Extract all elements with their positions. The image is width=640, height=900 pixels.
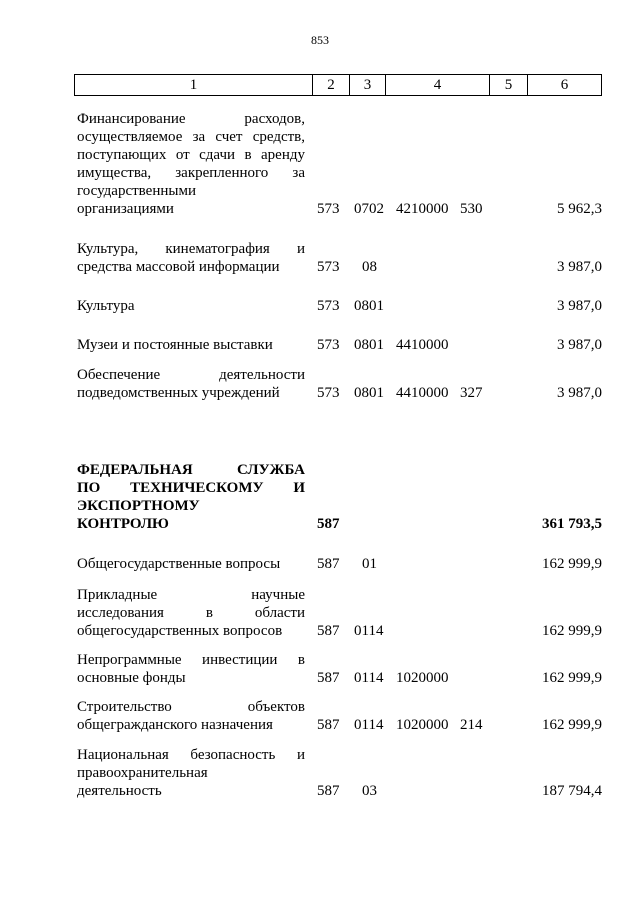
description-line: средства массовой информации (77, 259, 280, 275)
description-line: Музеи и постоянные выставки (77, 337, 273, 353)
description-line: имущества, закрепленного за (77, 165, 305, 181)
column-header-2: 2 (313, 75, 350, 95)
row-description (77, 746, 305, 800)
amount: 162 999,9 (542, 717, 602, 733)
description-line: Строительство объектов (77, 699, 305, 715)
description-line: правоохранительная (77, 765, 208, 781)
ministry-code: 587 (317, 783, 340, 799)
ministry-code: 573 (317, 337, 340, 353)
ministry-code: 587 (317, 623, 340, 639)
section-code: 0801 (354, 385, 384, 401)
amount: 162 999,9 (542, 623, 602, 639)
row-description (77, 461, 305, 533)
row-description (77, 110, 305, 218)
description-line: ФЕДЕРАЛЬНАЯ СЛУЖБА (77, 462, 305, 478)
row-description (77, 698, 305, 734)
section-code: 0114 (354, 717, 384, 733)
description-line: ЭКСПОРТНОМУ (77, 498, 200, 514)
description-line: организациями (77, 201, 174, 217)
description-line: общегражданского назначения (77, 717, 273, 733)
target-code: 1020000 (396, 717, 449, 733)
column-header-4: 4 (386, 75, 490, 95)
ministry-code: 587 (317, 717, 340, 733)
section-code: 08 (362, 259, 377, 275)
description-line: общегосударственных вопросов (77, 623, 283, 639)
target-code: 4410000 (396, 385, 449, 401)
section-code: 0114 (354, 623, 384, 639)
section-code: 0702 (354, 201, 384, 217)
row-description (77, 240, 305, 276)
row-description (77, 651, 305, 687)
target-code: 4410000 (396, 337, 449, 353)
description-line: Обеспечение деятельности (77, 367, 305, 383)
description-line: Прикладные научные (77, 587, 305, 603)
row-description (77, 366, 305, 402)
amount: 187 794,4 (542, 783, 602, 799)
amount: 3 987,0 (557, 298, 602, 314)
amount: 3 987,0 (557, 385, 602, 401)
row-description (77, 586, 305, 640)
amount: 162 999,9 (542, 670, 602, 686)
ministry-code: 573 (317, 385, 340, 401)
description-line: Непрограммные инвестиции в (77, 652, 305, 668)
section-code: 0114 (354, 670, 384, 686)
description-line: подведомственных учреждений (77, 385, 280, 401)
expense-type-code: 530 (460, 201, 483, 217)
description-line: поступающих от сдачи в аренду (77, 147, 305, 163)
description-line: Культура (77, 298, 135, 314)
page-number: 853 (311, 33, 329, 47)
ministry-code: 573 (317, 298, 340, 314)
section-code: 0801 (354, 337, 384, 353)
amount: 361 793,5 (542, 516, 602, 532)
ministry-code: 587 (317, 556, 340, 572)
section-code: 0801 (354, 298, 384, 314)
description-line: осуществляемое за счет средств, (77, 129, 305, 145)
column-header-1: 1 (75, 75, 313, 95)
column-header-5: 5 (490, 75, 528, 95)
expense-type-code: 214 (460, 717, 483, 733)
target-code: 4210000 (396, 201, 449, 217)
amount: 162 999,9 (542, 556, 602, 572)
row-description (77, 336, 305, 354)
description-line: Национальная безопасность и (77, 747, 305, 763)
description-line: исследования в области (77, 605, 305, 621)
column-header-3: 3 (350, 75, 386, 95)
ministry-code: 587 (317, 516, 340, 532)
amount: 3 987,0 (557, 337, 602, 353)
ministry-code: 587 (317, 670, 340, 686)
description-line: деятельность (77, 783, 162, 799)
row-description (77, 555, 305, 573)
ministry-code: 573 (317, 259, 340, 275)
description-line: основные фонды (77, 670, 186, 686)
expense-type-code: 327 (460, 385, 483, 401)
row-description (77, 297, 305, 315)
section-code: 03 (362, 783, 377, 799)
description-line: Общегосударственные вопросы (77, 556, 281, 572)
description-line: КОНТРОЛЮ (77, 516, 169, 532)
column-header-row (74, 74, 602, 96)
section-code: 01 (362, 556, 377, 572)
ministry-code: 573 (317, 201, 340, 217)
description-line: Финансирование расходов, (77, 111, 305, 127)
description-line: государственными (77, 183, 196, 199)
amount: 3 987,0 (557, 259, 602, 275)
description-line: Культура, кинематография и (77, 241, 305, 257)
amount: 5 962,3 (557, 201, 602, 217)
description-line: ПО ТЕХНИЧЕСКОМУ И (77, 480, 305, 496)
target-code: 1020000 (396, 670, 449, 686)
column-header-6: 6 (560, 76, 569, 93)
